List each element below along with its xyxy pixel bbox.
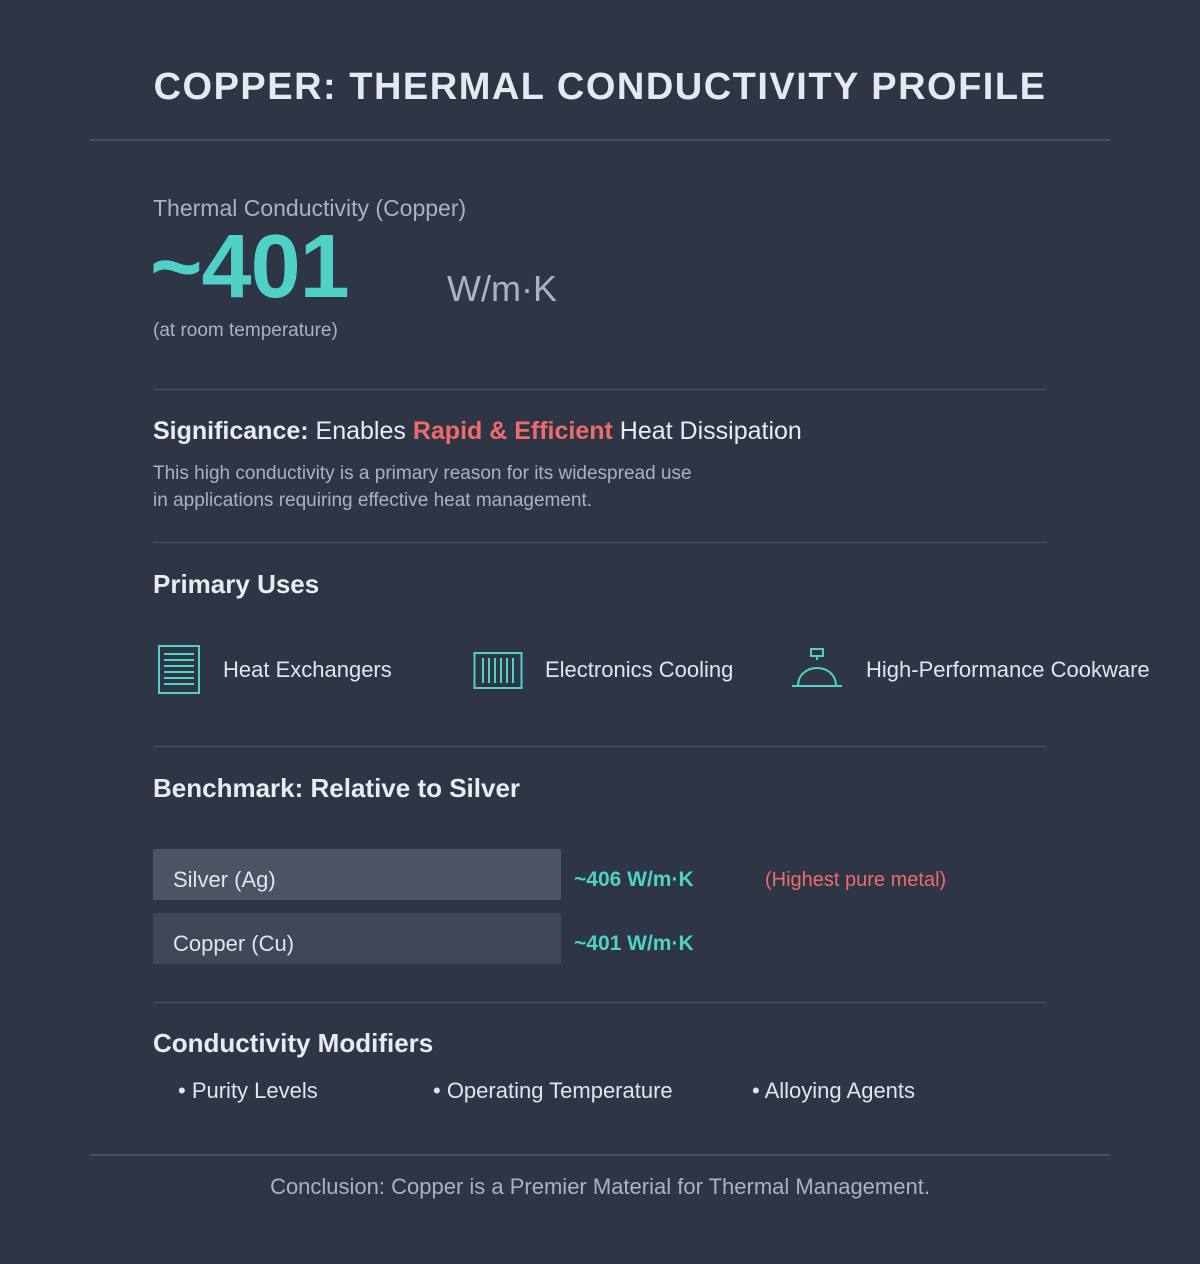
title-divider bbox=[90, 139, 1110, 141]
conclusion-text: Conclusion: Copper is a Premier Material for Thermal Management. bbox=[270, 1174, 930, 1199]
conductivity-label: Thermal Conductivity (Copper) bbox=[153, 195, 467, 221]
section-divider bbox=[153, 746, 1047, 747]
page-title: COPPER: THERMAL CONDUCTIVITY PROFILE bbox=[153, 66, 1047, 108]
significance-body bbox=[153, 460, 773, 514]
significance-body-line: This high conductivity is a primary reason for its widespread use bbox=[153, 463, 692, 484]
heatsink-icon bbox=[473, 649, 523, 691]
modifier-item: • Alloying Agents bbox=[752, 1078, 916, 1103]
significance-prefix: Significance: bbox=[153, 417, 309, 445]
use-label: Heat Exchangers bbox=[223, 657, 392, 682]
use-item-electronics-cooling bbox=[473, 644, 733, 696]
benchmark-value: ~406 W/m·K bbox=[574, 868, 694, 891]
section-divider bbox=[153, 542, 1047, 543]
conductivity-value: ~401 bbox=[150, 217, 349, 317]
significance-body-line: in applications requiring effective heat management. bbox=[153, 490, 593, 511]
modifiers-heading: Conductivity Modifiers bbox=[153, 1028, 434, 1058]
benchmark-row-copper bbox=[153, 913, 1053, 964]
significance-heading bbox=[153, 417, 802, 446]
section-divider bbox=[153, 1002, 1047, 1003]
conductivity-unit: W/m·K bbox=[447, 268, 557, 309]
benchmark-note: (Highest pure metal) bbox=[765, 869, 947, 891]
benchmark-row-silver bbox=[153, 849, 1053, 900]
use-item-heat-exchangers bbox=[157, 644, 392, 696]
benchmark-heading: Benchmark: Relative to Silver bbox=[153, 773, 521, 803]
significance-text-after: Heat Dissipation bbox=[612, 417, 802, 445]
section-divider bbox=[153, 389, 1047, 390]
modifier-item: • Operating Temperature bbox=[433, 1078, 673, 1103]
conductivity-note: (at room temperature) bbox=[153, 320, 338, 341]
benchmark-value: ~401 W/m·K bbox=[574, 932, 694, 955]
significance-text-before: Enables bbox=[308, 417, 413, 445]
use-label: High-Performance Cookware bbox=[866, 657, 1150, 682]
use-item-cookware bbox=[790, 644, 1150, 696]
benchmark-label: Copper (Cu) bbox=[173, 931, 295, 956]
footer-divider bbox=[90, 1154, 1110, 1156]
cookware-icon bbox=[790, 647, 844, 693]
heat-exchanger-icon bbox=[157, 644, 201, 696]
use-label: Electronics Cooling bbox=[545, 657, 734, 682]
primary-uses-heading: Primary Uses bbox=[153, 569, 320, 599]
significance-highlight: Rapid & Efficient bbox=[412, 417, 613, 445]
modifier-item: • Purity Levels bbox=[178, 1078, 318, 1103]
benchmark-label: Silver (Ag) bbox=[173, 867, 276, 892]
